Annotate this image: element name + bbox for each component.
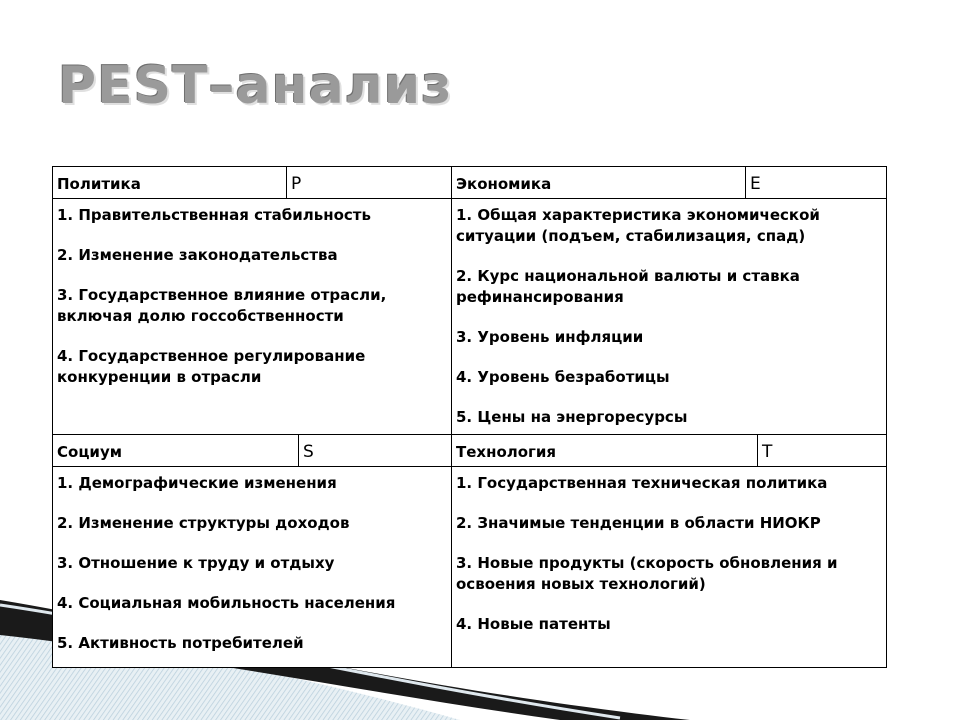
quadrant-name: Технология xyxy=(452,435,758,466)
quadrant-economic xyxy=(452,167,886,435)
quadrant-name: Социум xyxy=(53,435,299,466)
quadrant-header xyxy=(452,167,886,199)
factor-list xyxy=(452,199,886,428)
quadrant-letter: P xyxy=(291,174,302,194)
factor-list xyxy=(53,199,451,407)
list-item: 2. Изменение структуры доходов xyxy=(57,514,350,532)
list-item: 3. Новые продукты (скорость обновления и освоения новых технологий) xyxy=(456,554,838,593)
quadrant-letter: S xyxy=(303,442,314,462)
list-item: 3. Уровень инфляции xyxy=(456,328,644,346)
list-item: 2. Курс национальной валюты и ставка рефинансирования xyxy=(456,267,800,306)
factor-list xyxy=(53,467,451,673)
quadrant-letter: T xyxy=(762,442,773,462)
quadrant-name: Экономика xyxy=(452,167,746,198)
factor-list xyxy=(452,467,886,654)
quadrant-letter: E xyxy=(750,174,761,194)
quadrant-header xyxy=(53,167,451,199)
page-title: PEST–анализ xyxy=(58,56,453,116)
list-item: 1. Государственная техническая политика xyxy=(456,474,828,492)
list-item: 1. Демографические изменения xyxy=(57,474,337,492)
quadrant-name: Политика xyxy=(53,167,287,198)
quadrant-header xyxy=(452,435,886,467)
quadrant-political xyxy=(53,167,452,435)
list-item: 4. Государственное регулирование конкуренции в отрасли xyxy=(57,347,366,386)
list-item: 3. Государственное влияние отрасли, включая долю госсобственности xyxy=(57,286,387,325)
list-item: 5. Активность потребителей xyxy=(57,634,304,652)
list-item: 4. Уровень безработицы xyxy=(456,368,670,386)
list-item: 1. Правительственная стабильность xyxy=(57,206,371,224)
list-item: 2. Значимые тенденции в области НИОКР xyxy=(456,514,821,532)
list-item: 3. Отношение к труду и отдыху xyxy=(57,554,335,572)
list-item: 5. Цены на энергоресурсы xyxy=(456,408,688,426)
quadrant-header xyxy=(53,435,451,467)
list-item: 4. Новые патенты xyxy=(456,615,611,633)
list-item: 1. Общая характеристика экономической ситуации (подъем, стабилизация, спад) xyxy=(456,206,820,245)
pest-table xyxy=(52,166,887,668)
quadrant-technological xyxy=(452,435,886,667)
quadrant-social xyxy=(53,435,452,667)
list-item: 4. Социальная мобильность населения xyxy=(57,594,396,612)
list-item: 2. Изменение законодательства xyxy=(57,246,338,264)
